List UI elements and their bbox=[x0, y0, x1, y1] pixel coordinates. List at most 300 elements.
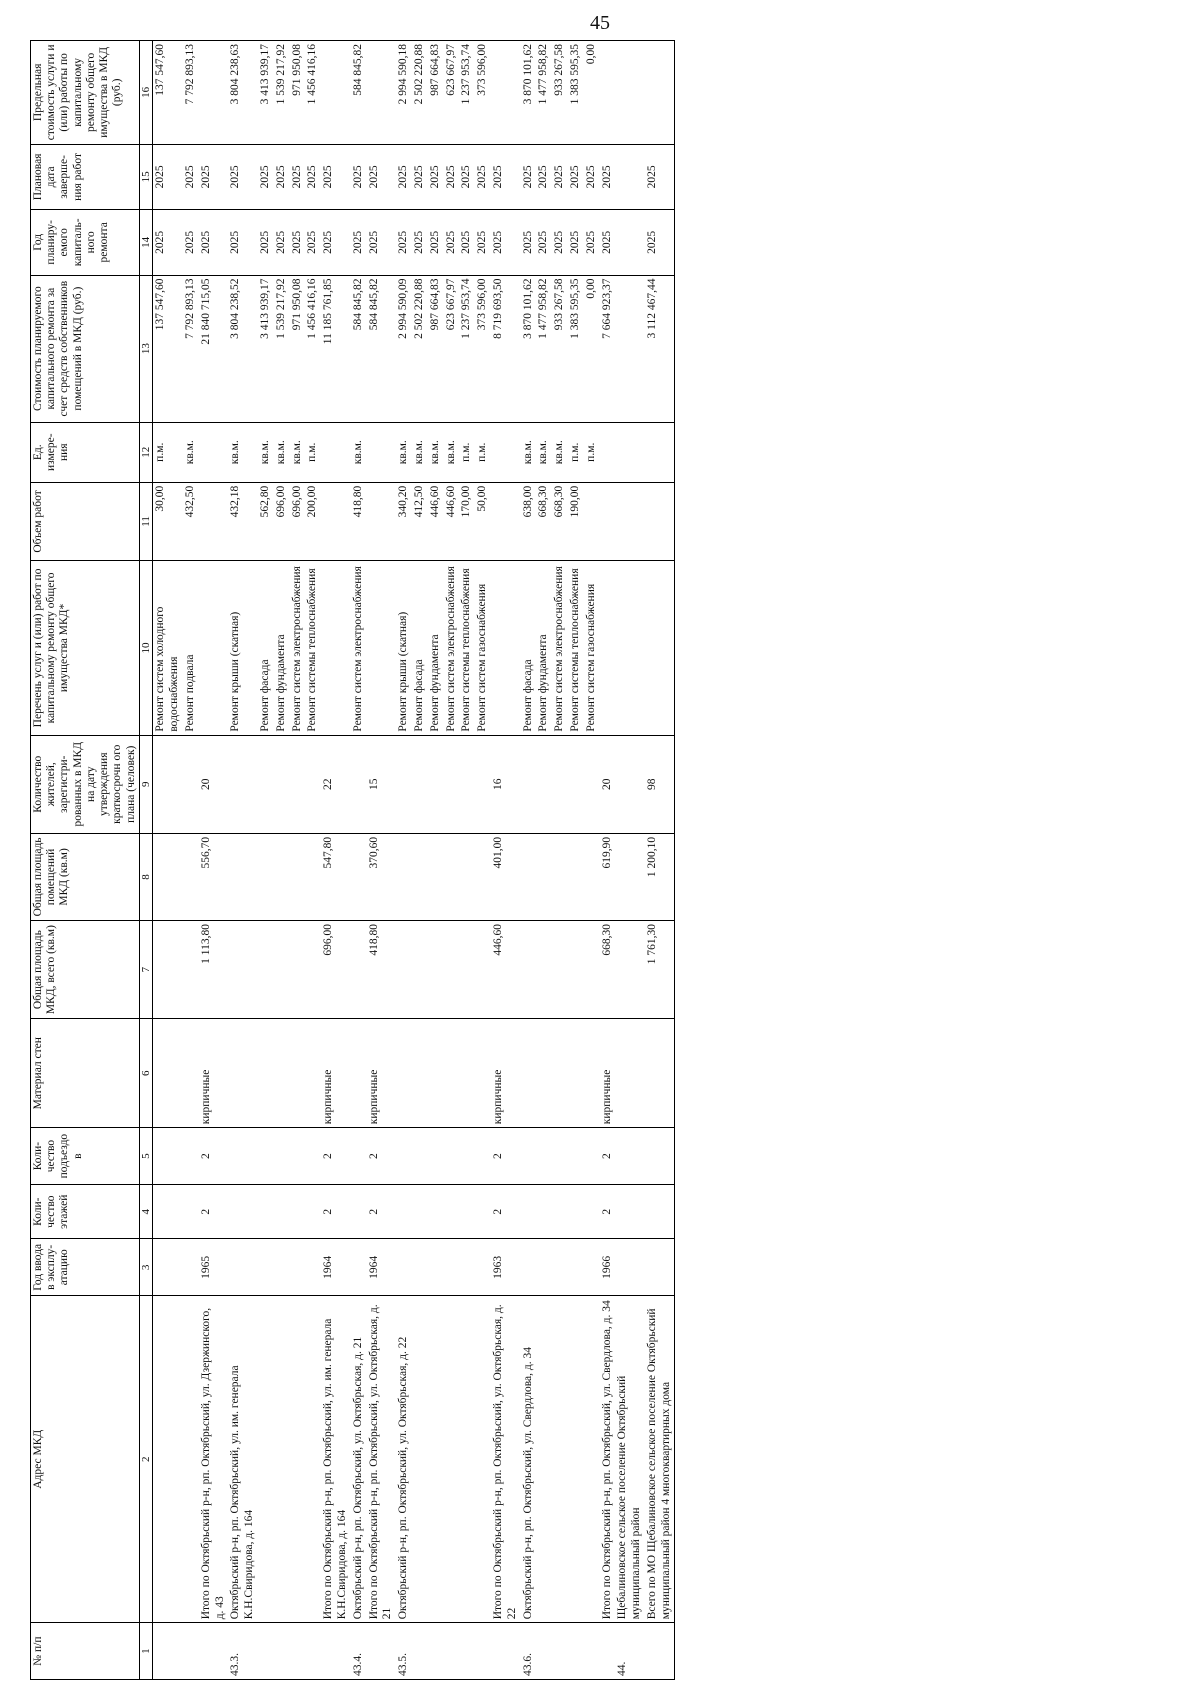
table-cell bbox=[600, 422, 616, 482]
table-cell: кирпичные bbox=[321, 1019, 351, 1128]
table-cell bbox=[274, 921, 290, 1019]
table-cell bbox=[351, 921, 367, 1019]
table-cell bbox=[428, 735, 444, 833]
table-cell: кирпичные bbox=[600, 1019, 616, 1128]
table-cell bbox=[444, 1128, 460, 1185]
table-cell bbox=[412, 1623, 428, 1680]
column-number: 16 bbox=[139, 41, 153, 145]
table-cell bbox=[428, 1128, 444, 1185]
table-cell bbox=[552, 1184, 568, 1239]
table-cell: кв.м. bbox=[183, 422, 199, 482]
table-cell bbox=[536, 833, 552, 920]
table-cell: п.м. bbox=[305, 422, 321, 482]
table-cell: 2025 bbox=[428, 210, 444, 275]
table-cell: 584 845,82 bbox=[351, 41, 367, 145]
table-cell: Ремонт систем электроснабжения bbox=[290, 561, 306, 735]
table-cell bbox=[475, 1128, 491, 1185]
table-cell: кв.м. bbox=[351, 422, 367, 482]
table-cell bbox=[615, 833, 645, 920]
column-header: Материал стен bbox=[31, 1019, 140, 1128]
table-cell: кв.м. bbox=[258, 422, 274, 482]
table-cell: 8 719 693,50 bbox=[491, 275, 521, 422]
table-cell: Ремонт фасада bbox=[521, 561, 537, 735]
table-cell: 2025 bbox=[536, 210, 552, 275]
table-cell: 696,00 bbox=[290, 482, 306, 561]
table-cell: 3 112 467,44 bbox=[645, 275, 675, 422]
table-cell: Ремонт фундамента bbox=[428, 561, 444, 735]
table-cell bbox=[396, 735, 412, 833]
table-cell: 137 547,60 bbox=[153, 41, 183, 145]
table-cell: 2 bbox=[367, 1184, 397, 1239]
table-cell: кв.м. bbox=[396, 422, 412, 482]
column-number: 12 bbox=[139, 422, 153, 482]
table-cell bbox=[183, 735, 199, 833]
column-number: 15 bbox=[139, 144, 153, 209]
table-cell bbox=[305, 1128, 321, 1185]
table-cell bbox=[584, 482, 600, 561]
table-cell: 1964 bbox=[367, 1239, 397, 1296]
table-cell bbox=[615, 1239, 645, 1296]
table-cell bbox=[305, 921, 321, 1019]
table-cell bbox=[615, 210, 645, 275]
table-cell: 98 bbox=[645, 735, 675, 833]
table-cell bbox=[491, 41, 521, 145]
table-cell bbox=[645, 482, 675, 561]
table-cell: 1 456 416,16 bbox=[305, 275, 321, 422]
table-cell bbox=[615, 735, 645, 833]
column-header: Коли-чество подъездо в bbox=[31, 1128, 140, 1185]
table-cell bbox=[412, 735, 428, 833]
table-cell: кв.м. bbox=[521, 422, 537, 482]
table-cell bbox=[396, 833, 412, 920]
table-cell bbox=[521, 1019, 537, 1128]
table-cell bbox=[615, 1184, 645, 1239]
table-cell: Ремонт фасада bbox=[258, 561, 274, 735]
table-cell bbox=[290, 1296, 306, 1623]
table-cell bbox=[444, 1296, 460, 1623]
table-cell: 2 502 220,88 bbox=[412, 275, 428, 422]
table-cell: 2 bbox=[367, 1128, 397, 1185]
table-cell bbox=[274, 1128, 290, 1185]
table-cell: 971 950,08 bbox=[290, 275, 306, 422]
table-cell: 2025 bbox=[459, 210, 475, 275]
table-cell bbox=[536, 1296, 552, 1623]
table-cell: кв.м. bbox=[228, 422, 258, 482]
table-cell bbox=[475, 921, 491, 1019]
table-cell bbox=[552, 1239, 568, 1296]
table-cell bbox=[396, 1128, 412, 1185]
table-cell bbox=[459, 1239, 475, 1296]
table-cell bbox=[153, 1184, 183, 1239]
table-cell bbox=[199, 561, 229, 735]
table-cell bbox=[444, 1239, 460, 1296]
table-cell bbox=[459, 735, 475, 833]
table-cell: 2025 bbox=[444, 210, 460, 275]
table-cell: 2025 bbox=[521, 210, 537, 275]
table-cell bbox=[274, 1184, 290, 1239]
table-cell: 0,00 bbox=[584, 41, 600, 145]
column-number: 11 bbox=[139, 482, 153, 561]
table-cell: 44. bbox=[615, 1623, 645, 1680]
table-cell: 1 761,30 bbox=[645, 921, 675, 1019]
table-cell bbox=[351, 1019, 367, 1128]
table-cell: Ремонт систем холодного водоснабжения bbox=[153, 561, 183, 735]
table-cell: 1964 bbox=[321, 1239, 351, 1296]
table-cell: Ремонт систем электроснабжения bbox=[444, 561, 460, 735]
table-cell bbox=[600, 1623, 616, 1680]
table-cell bbox=[228, 735, 258, 833]
table-cell: 7 792 893,13 bbox=[183, 275, 199, 422]
table-cell bbox=[321, 1623, 351, 1680]
table-cell bbox=[521, 921, 537, 1019]
table-cell bbox=[199, 41, 229, 145]
table-cell bbox=[153, 833, 183, 920]
table-cell: Ремонт фундамента bbox=[274, 561, 290, 735]
table-cell: 619,90 bbox=[600, 833, 616, 920]
table-cell bbox=[600, 482, 616, 561]
table-cell bbox=[228, 1184, 258, 1239]
table-cell: 21 840 715,05 bbox=[199, 275, 229, 422]
table-cell bbox=[396, 1239, 412, 1296]
table-cell bbox=[321, 41, 351, 145]
table-cell: Итого по Октябрьский р-н, рп. Октябрьский, ул. Свердлова, д. 34 bbox=[600, 1296, 616, 1623]
table-cell: 7 792 893,13 bbox=[183, 41, 199, 145]
table-cell: 2025 bbox=[351, 144, 367, 209]
table-cell bbox=[600, 41, 616, 145]
table-cell bbox=[228, 1128, 258, 1185]
table-cell bbox=[274, 1623, 290, 1680]
table-cell bbox=[444, 921, 460, 1019]
table-cell bbox=[584, 1239, 600, 1296]
table-cell: 15 bbox=[367, 735, 397, 833]
table-row bbox=[428, 41, 444, 1680]
table-cell bbox=[367, 482, 397, 561]
table-cell bbox=[153, 1128, 183, 1185]
column-number: 10 bbox=[139, 561, 153, 735]
column-number: 13 bbox=[139, 275, 153, 422]
table-cell: кв.м. bbox=[290, 422, 306, 482]
table-cell: 668,30 bbox=[552, 482, 568, 561]
table-cell bbox=[290, 833, 306, 920]
table-cell bbox=[199, 482, 229, 561]
table-row bbox=[351, 41, 367, 1680]
table-cell bbox=[444, 833, 460, 920]
table-cell: 16 bbox=[491, 735, 521, 833]
table-cell bbox=[568, 1019, 584, 1128]
table-cell bbox=[459, 1623, 475, 1680]
table-cell: 412,50 bbox=[412, 482, 428, 561]
table-cell: п.м. bbox=[584, 422, 600, 482]
table-cell bbox=[584, 921, 600, 1019]
table-cell bbox=[491, 561, 521, 735]
table-cell: 933 267,58 bbox=[552, 41, 568, 145]
column-number: 4 bbox=[139, 1184, 153, 1239]
table-cell bbox=[615, 1019, 645, 1128]
table-cell: 1 477 958,82 bbox=[536, 275, 552, 422]
table-cell bbox=[321, 561, 351, 735]
table-cell: 2025 bbox=[274, 144, 290, 209]
table-cell bbox=[290, 1128, 306, 1185]
table-row bbox=[321, 41, 351, 1680]
table-cell bbox=[305, 1623, 321, 1680]
capital-repair-table bbox=[30, 40, 675, 1680]
table-cell bbox=[305, 1296, 321, 1623]
table-cell bbox=[475, 1239, 491, 1296]
table-cell: кв.м. bbox=[444, 422, 460, 482]
table-cell: 43.5. bbox=[396, 1623, 412, 1680]
table-cell bbox=[491, 482, 521, 561]
table-row bbox=[568, 41, 584, 1680]
table-cell: 2025 bbox=[183, 144, 199, 209]
table-cell bbox=[568, 1623, 584, 1680]
table-cell: 2025 bbox=[568, 144, 584, 209]
table-cell bbox=[459, 833, 475, 920]
table-row bbox=[183, 41, 199, 1680]
table-cell bbox=[615, 561, 645, 735]
table-cell bbox=[584, 1019, 600, 1128]
table-cell bbox=[258, 921, 274, 1019]
table-row bbox=[459, 41, 475, 1680]
table-cell: 2025 bbox=[153, 210, 183, 275]
table-cell bbox=[444, 1184, 460, 1239]
table-cell: 2 bbox=[600, 1128, 616, 1185]
table-cell: 2025 bbox=[428, 144, 444, 209]
table-cell: 7 664 923,37 bbox=[600, 275, 616, 422]
table-cell: 418,80 bbox=[367, 921, 397, 1019]
column-header: Адрес МКД bbox=[31, 1296, 140, 1623]
table-cell bbox=[228, 1239, 258, 1296]
table-cell: 2025 bbox=[305, 210, 321, 275]
table-cell bbox=[396, 1019, 412, 1128]
table-row bbox=[536, 41, 552, 1680]
table-cell bbox=[615, 1128, 645, 1185]
table-cell bbox=[645, 422, 675, 482]
table-cell bbox=[536, 1184, 552, 1239]
table-cell bbox=[584, 1128, 600, 1185]
table-cell bbox=[584, 1184, 600, 1239]
column-header: Общая площадь МКД, всего (кв.м) bbox=[31, 921, 140, 1019]
table-cell bbox=[552, 921, 568, 1019]
table-cell bbox=[183, 833, 199, 920]
table-cell bbox=[536, 1239, 552, 1296]
table-cell: 2025 bbox=[600, 144, 616, 209]
table-cell bbox=[228, 921, 258, 1019]
table-cell bbox=[568, 921, 584, 1019]
table-cell bbox=[412, 1128, 428, 1185]
table-cell: 2025 bbox=[258, 210, 274, 275]
table-cell bbox=[396, 921, 412, 1019]
table-cell: 3 870 101,62 bbox=[521, 41, 537, 145]
table-cell bbox=[584, 1296, 600, 1623]
table-cell: 987 664,83 bbox=[428, 275, 444, 422]
table-cell bbox=[475, 1296, 491, 1623]
table-cell bbox=[412, 833, 428, 920]
table-cell: 1963 bbox=[491, 1239, 521, 1296]
column-header: Год ввода в эксплу-атацию bbox=[31, 1239, 140, 1296]
table-cell bbox=[552, 1296, 568, 1623]
table-cell: 2025 bbox=[274, 210, 290, 275]
table-cell: кирпичные bbox=[367, 1019, 397, 1128]
table-cell: Итого по Октябрьский р-н, рп. Октябрьский, ул. им. генерала К.Н.Свиридова, д. 164 bbox=[321, 1296, 351, 1623]
table-cell: 2025 bbox=[321, 144, 351, 209]
table-cell: 1 539 217,92 bbox=[274, 275, 290, 422]
table-cell bbox=[428, 1623, 444, 1680]
table-cell bbox=[536, 1128, 552, 1185]
table-cell bbox=[153, 735, 183, 833]
table-row bbox=[367, 41, 397, 1680]
table-cell bbox=[428, 1019, 444, 1128]
table-cell bbox=[475, 1623, 491, 1680]
table-cell: 2025 bbox=[552, 144, 568, 209]
table-cell: кирпичные bbox=[199, 1019, 229, 1128]
table-row bbox=[521, 41, 537, 1680]
table-cell: 2 bbox=[600, 1184, 616, 1239]
table-cell bbox=[153, 1239, 183, 1296]
table-cell: 2025 bbox=[444, 144, 460, 209]
table-cell: 3 804 238,52 bbox=[228, 275, 258, 422]
table-cell: Итого по Октябрьский р-н, рп. Октябрьский, ул. Дзержинского, д. 43 bbox=[199, 1296, 229, 1623]
table-cell: 547,80 bbox=[321, 833, 351, 920]
table-cell: 2025 bbox=[290, 144, 306, 209]
table-cell bbox=[274, 1019, 290, 1128]
table-row bbox=[290, 41, 306, 1680]
table-cell bbox=[367, 422, 397, 482]
table-cell bbox=[491, 422, 521, 482]
table-cell bbox=[459, 1128, 475, 1185]
table-cell bbox=[367, 41, 397, 145]
table-cell bbox=[351, 833, 367, 920]
column-number-row bbox=[139, 41, 153, 1680]
table-cell bbox=[428, 833, 444, 920]
table-cell: 584 845,82 bbox=[351, 275, 367, 422]
table-cell bbox=[615, 921, 645, 1019]
table-cell: 1 477 958,82 bbox=[536, 41, 552, 145]
table-cell: 2025 bbox=[584, 210, 600, 275]
table-row bbox=[645, 41, 675, 1680]
table-cell bbox=[258, 1623, 274, 1680]
table-cell bbox=[645, 1184, 675, 1239]
table-cell bbox=[290, 921, 306, 1019]
table-cell: кв.м. bbox=[428, 422, 444, 482]
column-number: 7 bbox=[139, 921, 153, 1019]
table-cell bbox=[536, 1623, 552, 1680]
table-row bbox=[228, 41, 258, 1680]
table-cell bbox=[274, 833, 290, 920]
table-cell: 370,60 bbox=[367, 833, 397, 920]
table-row bbox=[491, 41, 521, 1680]
table-cell bbox=[290, 1623, 306, 1680]
table-cell bbox=[552, 1019, 568, 1128]
column-header: Предельная стоимость услуги и (или) работы по капитальному ремонту общего имущества в МКД (руб.) bbox=[31, 41, 140, 145]
table-cell: 446,60 bbox=[428, 482, 444, 561]
table-cell: 987 664,83 bbox=[428, 41, 444, 145]
table-cell bbox=[552, 1623, 568, 1680]
table-cell bbox=[258, 1239, 274, 1296]
table-cell bbox=[305, 1019, 321, 1128]
table-cell: 2 994 590,18 bbox=[396, 41, 412, 145]
table-cell bbox=[552, 735, 568, 833]
table-cell: 170,00 bbox=[459, 482, 475, 561]
table-cell bbox=[183, 1239, 199, 1296]
table-cell: 556,70 bbox=[199, 833, 229, 920]
table-cell: 2 bbox=[321, 1184, 351, 1239]
table-cell bbox=[351, 1128, 367, 1185]
table-cell: 2025 bbox=[412, 144, 428, 209]
table-cell bbox=[444, 735, 460, 833]
table-cell bbox=[183, 1623, 199, 1680]
column-number: 8 bbox=[139, 833, 153, 920]
table-cell: 22 bbox=[321, 735, 351, 833]
table-cell: 20 bbox=[199, 735, 229, 833]
table-cell: 1965 bbox=[199, 1239, 229, 1296]
table-cell: 2025 bbox=[475, 144, 491, 209]
table-cell bbox=[412, 1184, 428, 1239]
table-cell: 373 596,00 bbox=[475, 275, 491, 422]
table-cell bbox=[183, 1296, 199, 1623]
table-cell: 2 bbox=[199, 1184, 229, 1239]
table-cell: 2025 bbox=[396, 210, 412, 275]
table-cell bbox=[228, 833, 258, 920]
column-header: Общая площадь помещений МКД (кв.м) bbox=[31, 833, 140, 920]
table-cell bbox=[615, 275, 645, 422]
table-cell bbox=[412, 1019, 428, 1128]
table-cell bbox=[568, 833, 584, 920]
table-cell: 2 bbox=[321, 1128, 351, 1185]
table-cell: 418,80 bbox=[351, 482, 367, 561]
table-cell: 11 185 761,85 bbox=[321, 275, 351, 422]
table-cell bbox=[459, 1184, 475, 1239]
table-cell bbox=[459, 1296, 475, 1623]
table-cell bbox=[274, 1296, 290, 1623]
table-cell bbox=[491, 1623, 521, 1680]
column-header: Объем работ bbox=[31, 482, 140, 561]
table-cell bbox=[428, 1296, 444, 1623]
table-cell: 2025 bbox=[290, 210, 306, 275]
table-cell bbox=[321, 422, 351, 482]
table-cell: Ремонт системы теплоснабжения bbox=[459, 561, 475, 735]
table-cell: 2025 bbox=[568, 210, 584, 275]
table-cell: 2025 bbox=[351, 210, 367, 275]
table-row bbox=[412, 41, 428, 1680]
table-cell bbox=[305, 735, 321, 833]
table-cell bbox=[412, 1296, 428, 1623]
table-row bbox=[600, 41, 616, 1680]
table-cell: 623 667,97 bbox=[444, 275, 460, 422]
table-cell: 2025 bbox=[584, 144, 600, 209]
table-cell: п.м. bbox=[153, 422, 183, 482]
table-cell: кирпичные bbox=[491, 1019, 521, 1128]
table-cell: 30,00 bbox=[153, 482, 183, 561]
table-cell bbox=[521, 1184, 537, 1239]
table-cell bbox=[521, 735, 537, 833]
table-cell: Октябрьский р-н, рп. Октябрьский, ул. Октябрьская, д. 21 bbox=[351, 1296, 367, 1623]
table-cell bbox=[568, 1296, 584, 1623]
column-header: № п/п bbox=[31, 1623, 140, 1680]
table-cell: 1 383 595,35 bbox=[568, 41, 584, 145]
table-cell: Ремонт фасада bbox=[412, 561, 428, 735]
column-number: 6 bbox=[139, 1019, 153, 1128]
table-cell: 43.6. bbox=[521, 1623, 537, 1680]
table-cell: 1 200,10 bbox=[645, 833, 675, 920]
table-cell: Ремонт подвала bbox=[183, 561, 199, 735]
column-header: Количество жителей, зарегистри-рованных в МКД на дату утверждения краткосрочн ого плана (человек) bbox=[31, 735, 140, 833]
table-cell: 401,00 bbox=[491, 833, 521, 920]
table-cell: 638,00 bbox=[521, 482, 537, 561]
table-cell: 446,60 bbox=[444, 482, 460, 561]
table-cell bbox=[600, 561, 616, 735]
table-cell: 2025 bbox=[367, 144, 397, 209]
table-cell bbox=[536, 1019, 552, 1128]
